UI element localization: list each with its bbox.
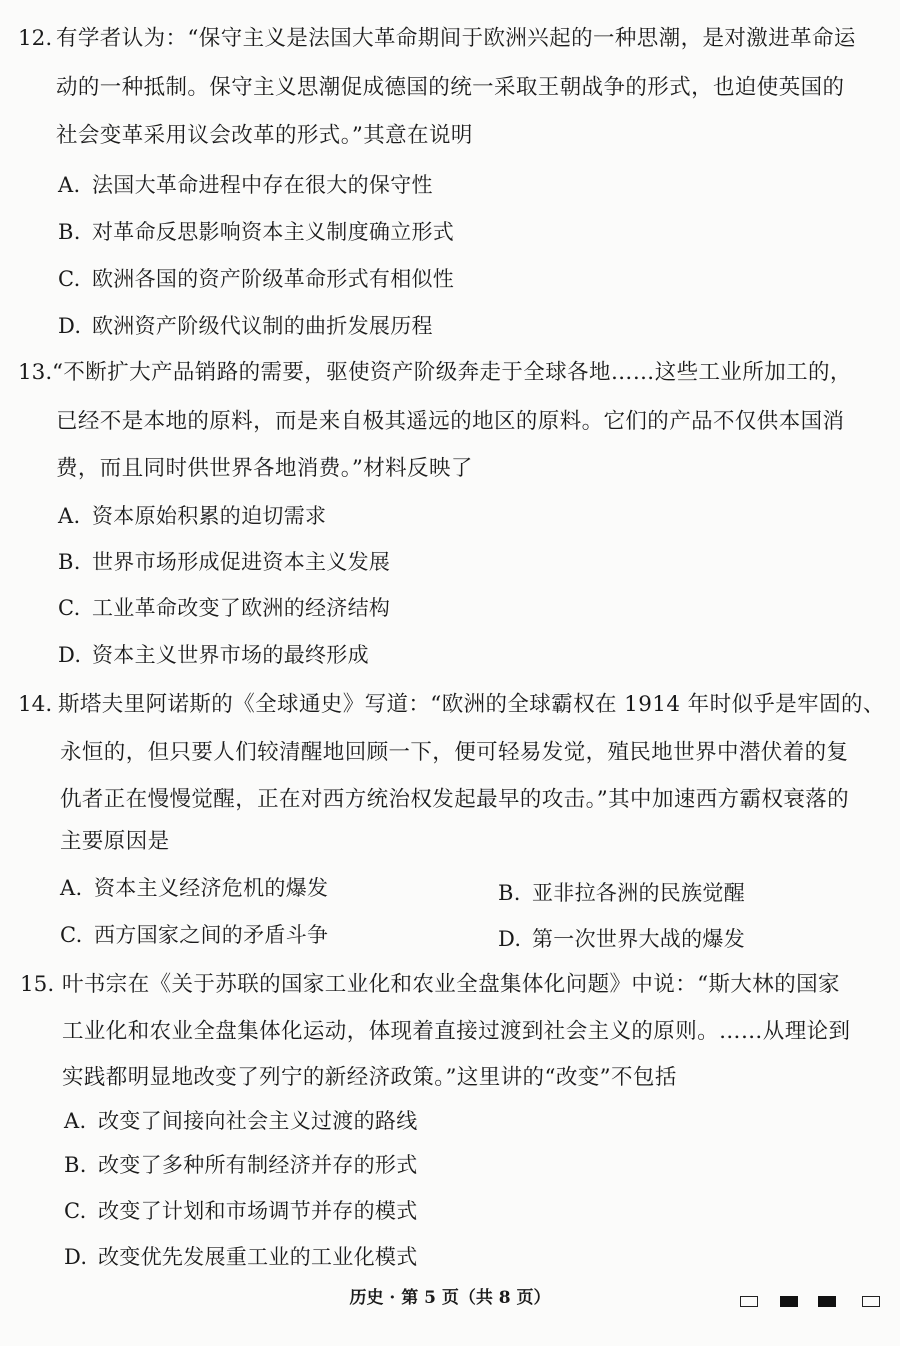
scan-mark (780, 1296, 798, 1307)
option-c: C. 工业革命改变了欧洲的经济结构 (58, 596, 391, 620)
option-c: C. 改变了计划和市场调节并存的模式 (64, 1199, 418, 1223)
question-stem-line: 动的一种抵制。保守主义思潮促成德国的统一采取王朝战争的形式，也迫使英国的 (56, 75, 845, 100)
question-stem-line: 已经不是本地的原料，而是来自极其遥远的地区的原料。它们的产品不仅供本国消 (56, 409, 845, 434)
scan-marks (740, 1294, 900, 1310)
question-stem-line: 有学者认为：“保守主义是法国大革命期间于欧洲兴起的一种思潮，是对激进革命运 (56, 26, 856, 51)
question-stem-line: 仇者正在慢慢觉醒，正在对西方统治权发起最早的攻击。”其中加速西方霸权衰落的 (60, 787, 850, 812)
option-c: C. 欧洲各国的资产阶级革命形式有相似性 (58, 267, 455, 291)
scan-mark (818, 1296, 836, 1307)
option-b: B. 对革命反思影响资本主义制度确立形式 (58, 220, 455, 244)
question-stem-line: 斯塔夫里阿诺斯的《全球通史》写道：“欧洲的全球霸权在 1914 年时似乎是牢固的、 (58, 692, 885, 717)
option-d: D. 资本主义世界市场的最终形成 (58, 643, 369, 667)
option-d: D. 第一次世界大战的爆发 (498, 927, 745, 951)
option-d: D. 欧洲资产阶级代议制的曲折发展历程 (58, 314, 433, 338)
question-stem-line: 主要原因是 (60, 829, 170, 854)
option-b: B. 改变了多种所有制经济并存的形式 (64, 1153, 418, 1177)
page-footer: 历史 · 第 5 页（共 8 页） (349, 1288, 551, 1308)
option-b: B. 亚非拉各洲的民族觉醒 (498, 881, 745, 905)
question-stem-line: 永恒的，但只要人们较清醒地回顾一下，便可轻易发觉，殖民地世界中潜伏着的复 (60, 740, 849, 765)
question-number: 13. (18, 360, 53, 385)
question-stem-line: 工业化和农业全盘集体化运动，体现着直接过渡到社会主义的原则。……从理论到 (62, 1019, 851, 1044)
scan-mark (862, 1296, 880, 1307)
question-number: 15. (20, 972, 55, 997)
option-a: A. 改变了间接向社会主义过渡的路线 (64, 1109, 418, 1133)
option-a: A. 资本原始积累的迫切需求 (58, 504, 327, 528)
question-stem-line: 实践都明显地改变了列宁的新经济政策。”这里讲的“改变”不包括 (62, 1065, 677, 1090)
option-d: D. 改变优先发展重工业的工业化模式 (64, 1245, 418, 1269)
scan-mark (740, 1296, 758, 1307)
question-stem-line: 费，而且同时供世界各地消费。”材料反映了 (56, 456, 473, 481)
question-stem-line: 叶书宗在《关于苏联的国家工业化和农业全盘集体化问题》中说：“斯大林的国家 (62, 972, 840, 997)
question-number: 12. (18, 26, 53, 51)
question-stem-line: “不断扩大产品销路的需要，驱使资产阶级奔走于全球各地……这些工业所加工的， (52, 360, 852, 385)
option-a: A. 资本主义经济危机的爆发 (60, 876, 329, 900)
option-a: A. 法国大革命进程中存在很大的保守性 (58, 173, 433, 197)
option-c: C. 西方国家之间的矛盾斗争 (60, 923, 329, 947)
question-stem-line: 社会变革采用议会改革的形式。”其意在说明 (56, 123, 473, 148)
option-b: B. 世界市场形成促进资本主义发展 (58, 550, 391, 574)
question-number: 14. (18, 692, 53, 717)
